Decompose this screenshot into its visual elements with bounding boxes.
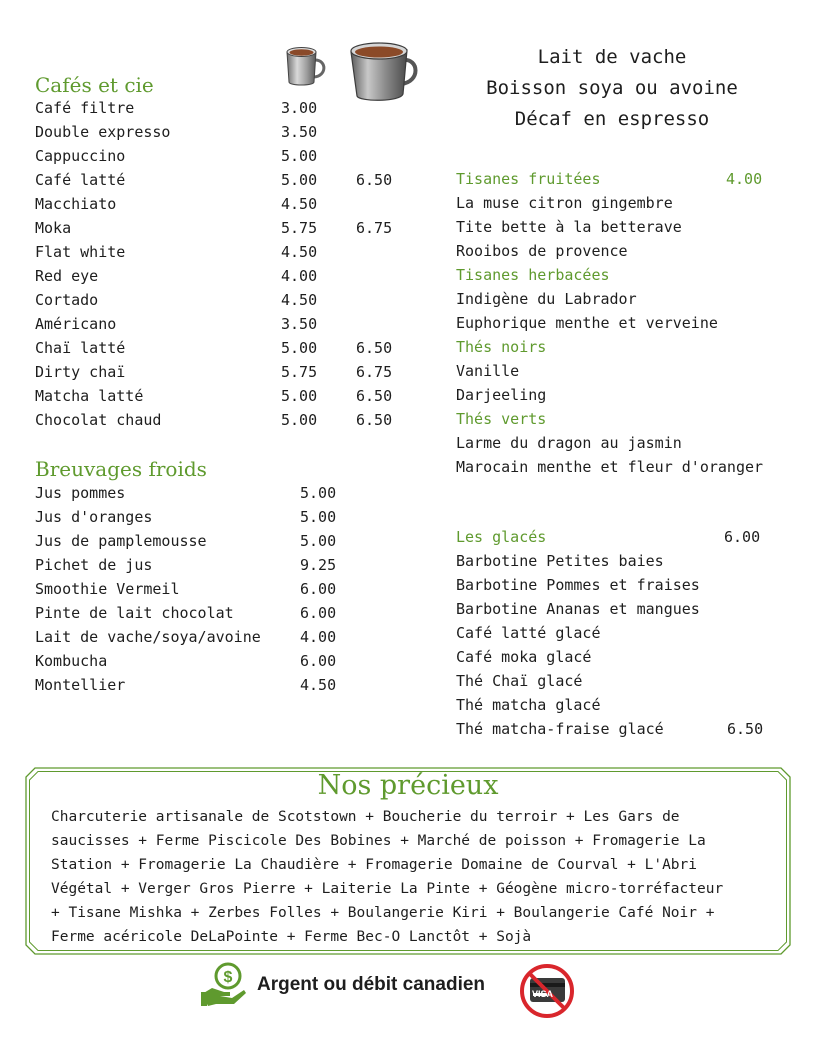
item-price-large: 6.50 — [356, 411, 393, 429]
item-name: Flat white — [35, 243, 126, 261]
precieux-body — [51, 805, 781, 949]
large-mug-icon — [347, 38, 421, 104]
item-name: Macchiato — [35, 195, 117, 213]
item-name: Montellier — [35, 676, 126, 694]
option-line: Lait de vache — [537, 46, 687, 68]
tea-item: La muse citron gingembre — [456, 194, 673, 212]
item-price: 5.00 — [300, 508, 337, 526]
item-price: 9.25 — [300, 556, 337, 574]
item-name: Chocolat chaud — [35, 411, 162, 429]
item-name: Kombucha — [35, 652, 108, 670]
item-price: 6.00 — [300, 580, 337, 598]
item-price-small: 4.50 — [281, 291, 318, 309]
item-name: Smoothie Vermeil — [35, 580, 180, 598]
item-price-small: 5.00 — [281, 171, 318, 189]
item-price-small: 5.00 — [281, 411, 318, 429]
section-title-glaces: Les glacés — [456, 528, 547, 546]
option-line: Boisson soya ou avoine — [486, 77, 738, 99]
option-line: Décaf en espresso — [514, 108, 710, 130]
tea-item: Larme du dragon au jasmin — [456, 434, 682, 452]
item-name: Jus pommes — [35, 484, 126, 502]
item-price-large: 6.50 — [356, 171, 393, 189]
tea-category-heading: Thés noirs — [456, 338, 547, 356]
item-name: Red eye — [35, 267, 99, 285]
item-price-large: 6.50 — [356, 387, 393, 405]
payment-text: Argent ou débit canadien — [257, 974, 486, 995]
item-price: 4.50 — [300, 676, 337, 694]
item-price-small: 4.50 — [281, 243, 318, 261]
item-price: 5.00 — [300, 484, 337, 502]
item-name: Café filtre — [35, 99, 135, 117]
item-price-small: 5.00 — [281, 339, 318, 357]
item-price-small: 4.00 — [281, 267, 318, 285]
item-price-large: 6.50 — [356, 339, 393, 357]
glace-item: Café moka glacé — [456, 648, 592, 666]
tea-item: Tite bette à la betterave — [456, 218, 682, 236]
item-name: Double expresso — [35, 123, 171, 141]
tea-item: Marocain menthe et fleur d'oranger — [456, 458, 764, 476]
item-price: 4.00 — [300, 628, 337, 646]
item-price-small: 5.00 — [281, 147, 318, 165]
tea-category-heading: Thés verts — [456, 410, 547, 428]
item-price: 5.00 — [300, 532, 337, 550]
item-price-large: 6.75 — [356, 363, 393, 381]
item-name: Lait de vache/soya/avoine — [35, 628, 261, 646]
precieux-line: Ferme acéricole DeLaPointe + Ferme Bec-O Lanctôt + Sojà — [51, 929, 532, 945]
precieux-line: Végétal + Verger Gros Pierre + Laiterie La Pinte + Géogène micro-torréfacteur — [51, 881, 724, 897]
section-title-cafes: Cafés et cie — [35, 73, 154, 97]
tisanes-price: 4.00 — [726, 170, 763, 188]
small-mug-icon — [283, 44, 329, 88]
glace-item: Thé Chaï glacé — [456, 672, 583, 690]
item-name: Dirty chaï — [35, 363, 126, 381]
item-price-small: 5.75 — [281, 363, 318, 381]
item-price-small: 3.50 — [281, 315, 318, 333]
precieux-line: Station + Fromagerie La Chaudière + Fromagerie Domaine de Courval + L'Abri — [51, 857, 698, 873]
item-price-small: 4.50 — [281, 195, 318, 213]
cash-hand-icon — [200, 962, 248, 1008]
tea-item: Euphorique menthe et verveine — [456, 314, 718, 332]
item-name: Cappuccino — [35, 147, 126, 165]
item-price: 6.00 — [300, 604, 337, 622]
item-name: Matcha latté — [35, 387, 144, 405]
item-price-large: 6.75 — [356, 219, 393, 237]
tea-category-heading: Tisanes herbacées — [456, 266, 610, 284]
item-name: Pinte de lait chocolat — [35, 604, 234, 622]
item-price-small: 5.75 — [281, 219, 318, 237]
item-name: Moka — [35, 219, 72, 237]
item-price-small: 5.00 — [281, 387, 318, 405]
precieux-line: + Tisane Mishka + Zerbes Folles + Boulangerie Kiri + Boulangerie Café Noir + — [51, 905, 715, 921]
item-price-small: 3.00 — [281, 99, 318, 117]
item-name: Cortado — [35, 291, 99, 309]
precieux-line: Charcuterie artisanale de Scotstown + Boucherie du terroir + Les Gars de — [51, 809, 680, 825]
glace-item-price: 6.50 — [727, 720, 764, 738]
glace-item: Barbotine Ananas et mangues — [456, 600, 700, 618]
glace-item: Thé matcha-fraise glacé — [456, 720, 664, 738]
glace-item: Barbotine Pommes et fraises — [456, 576, 700, 594]
item-name: Américano — [35, 315, 117, 333]
glace-item: Barbotine Petites baies — [456, 552, 664, 570]
item-price: 6.00 — [300, 652, 337, 670]
tea-category-heading: Tisanes fruitées — [456, 170, 601, 188]
glace-item: Thé matcha glacé — [456, 696, 601, 714]
tea-item: Darjeeling — [456, 386, 547, 404]
tea-item: Rooibos de provence — [456, 242, 628, 260]
precieux-line: saucisses + Ferme Piscicole Des Bobines + Marché de poisson + Fromagerie La — [51, 833, 706, 849]
card-label: VISA — [532, 989, 554, 999]
glaces-price: 6.00 — [724, 528, 761, 546]
item-name: Pichet de jus — [35, 556, 153, 574]
precieux-title: Nos précieux — [317, 770, 499, 801]
section-title-froids: Breuvages froids — [35, 457, 207, 481]
options-block — [456, 42, 768, 135]
tea-item: Indigène du Labrador — [456, 290, 637, 308]
item-name: Chaï latté — [35, 339, 126, 357]
item-name: Jus d'oranges — [35, 508, 153, 526]
tea-item: Vanille — [456, 362, 520, 380]
item-name: Café latté — [35, 171, 126, 189]
item-price-small: 3.50 — [281, 123, 318, 141]
svg-text:$: $ — [223, 969, 233, 986]
no-credit-card-icon — [519, 963, 575, 1019]
item-name: Jus de pamplemousse — [35, 532, 207, 550]
glace-item: Café latté glacé — [456, 624, 601, 642]
